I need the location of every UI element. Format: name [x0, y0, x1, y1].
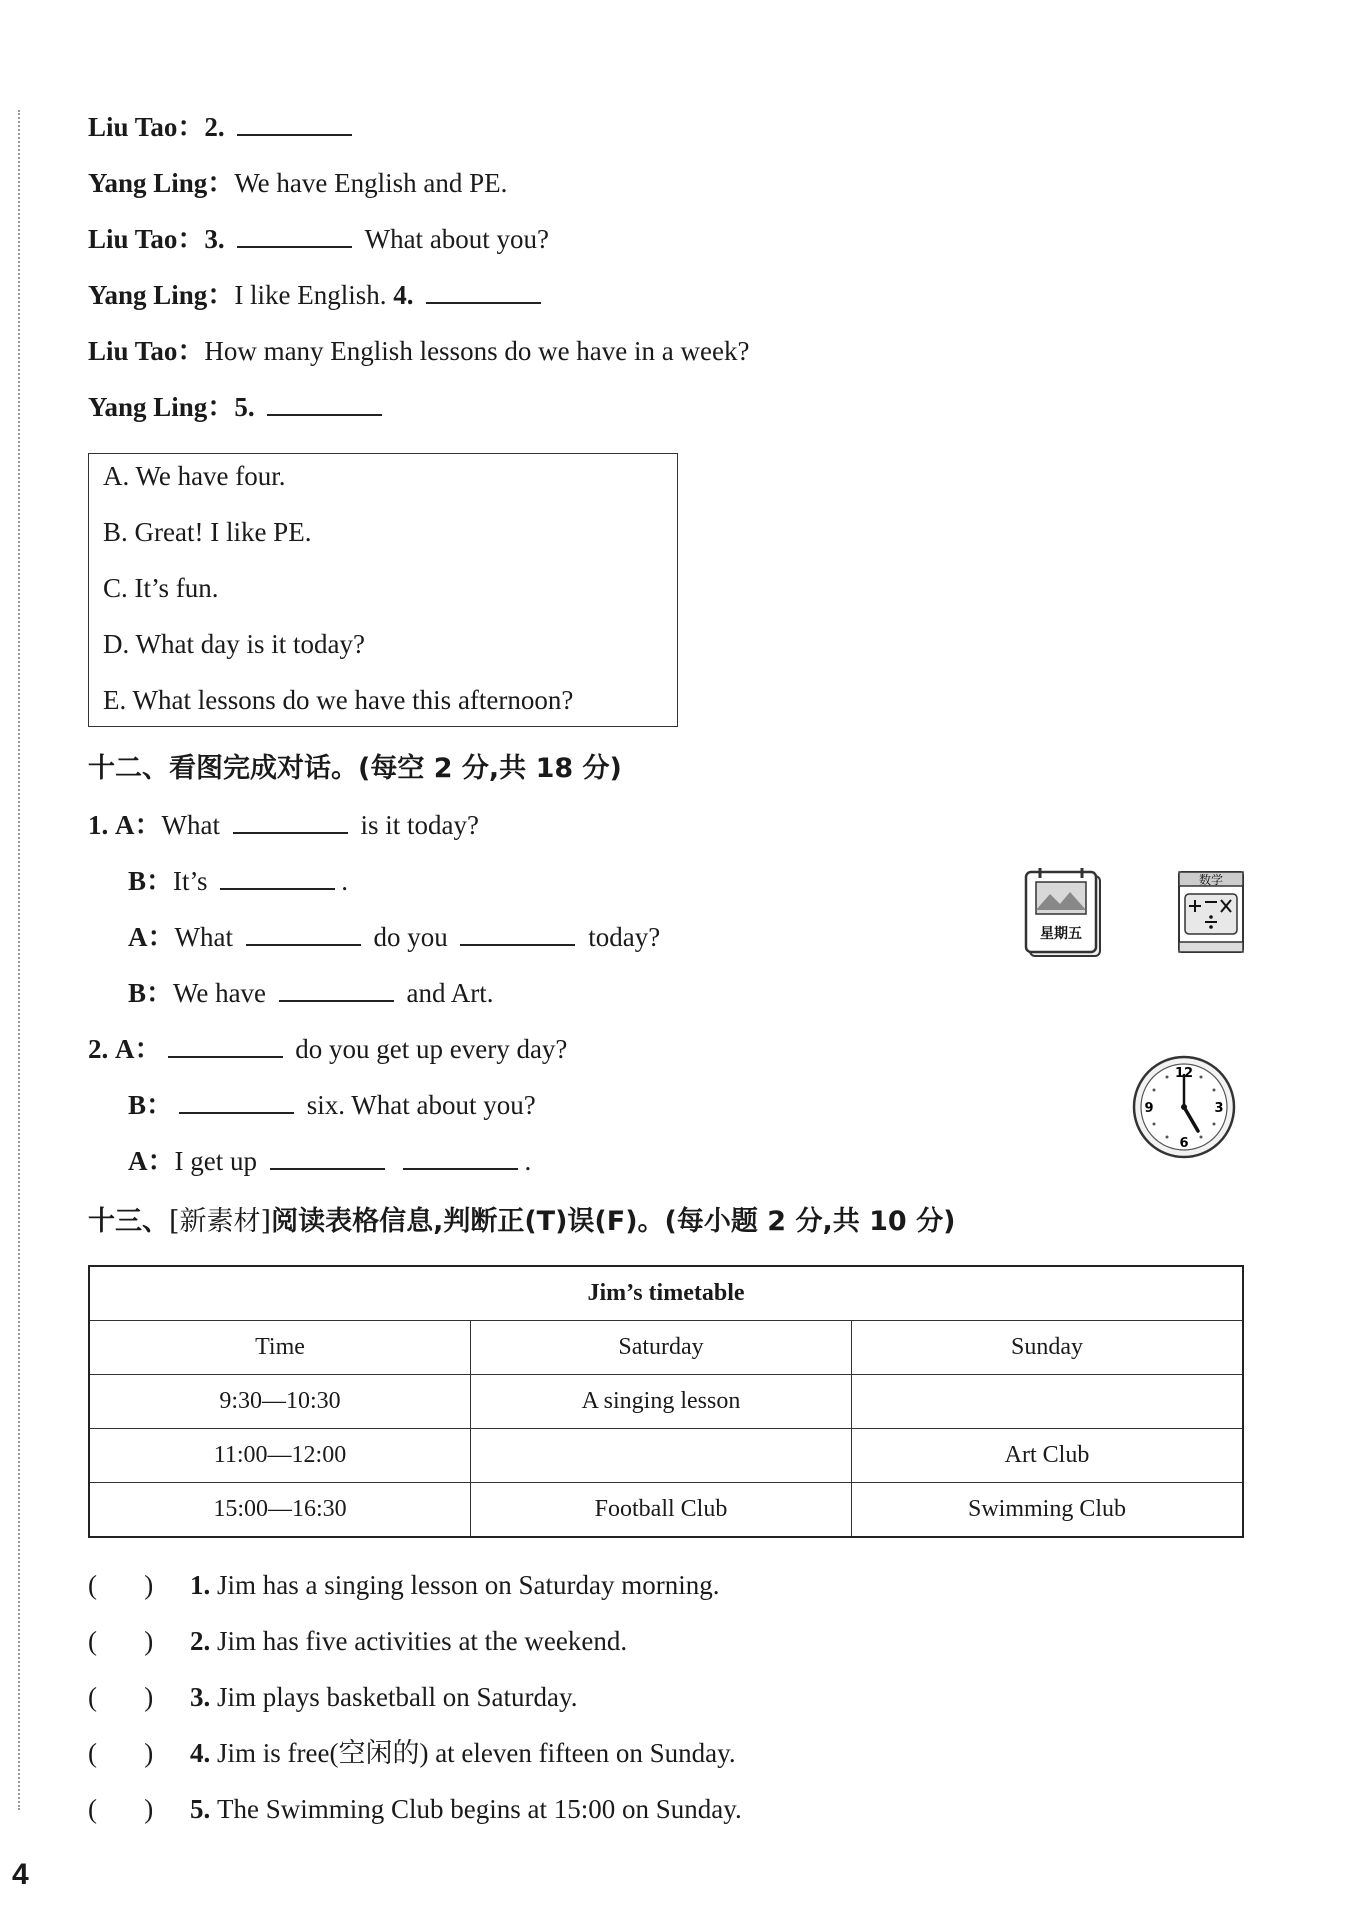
- dialogue-line: [88, 334, 749, 368]
- statement-text: The Swimming Club begins at 15:00 on Sunday.: [217, 1794, 742, 1824]
- question-number: 2.: [204, 112, 225, 142]
- tf-statement: [88, 1736, 736, 1770]
- statement-text: Jim plays basketball on Saturday.: [217, 1682, 578, 1712]
- q1-line-3: [128, 920, 660, 954]
- clock-icon: [1130, 1053, 1238, 1161]
- question-number: 5.: [234, 392, 255, 422]
- clock-numeral: 3: [1214, 1101, 1224, 1116]
- column-header: Sunday: [852, 1321, 1244, 1375]
- line-text: What about you?: [364, 224, 550, 254]
- tf-statement: [88, 1680, 577, 1714]
- line-text: We have: [173, 978, 267, 1008]
- line-text: is it today?: [360, 810, 479, 840]
- dialogue-line: [88, 278, 547, 312]
- table-cell: 11:00—12:00: [89, 1429, 471, 1483]
- answer-parentheses[interactable]: ( ): [88, 1682, 154, 1712]
- dialogue-line: [88, 222, 549, 256]
- answer-parentheses[interactable]: ( ): [88, 1570, 154, 1600]
- speaker: B：: [128, 866, 174, 896]
- q1-line-1: [88, 808, 479, 842]
- answer-blank[interactable]: [460, 920, 575, 946]
- tf-statement: [88, 1792, 742, 1826]
- line-text: six. What about you?: [306, 1090, 536, 1120]
- line-text: today?: [588, 922, 661, 952]
- dialogue-line: [88, 166, 507, 200]
- answer-blank[interactable]: [237, 110, 352, 136]
- line-text: do you get up every day?: [295, 1034, 568, 1064]
- answer-blank[interactable]: [220, 864, 335, 890]
- answer-parentheses[interactable]: ( ): [88, 1794, 154, 1824]
- line-text: .: [524, 1146, 532, 1176]
- question-number: 3.: [190, 1682, 211, 1712]
- q1-line-2: [128, 864, 348, 898]
- speaker: Liu Tao：: [88, 224, 205, 254]
- question-number: 4.: [393, 280, 414, 310]
- q1-line-4: [128, 976, 494, 1010]
- question-number: 1.: [88, 810, 109, 840]
- answer-blank[interactable]: [233, 808, 348, 834]
- table-cell: Swimming Club: [852, 1483, 1244, 1538]
- timetable: [88, 1265, 1244, 1538]
- math-book-label: 数学: [1198, 873, 1224, 887]
- binding-margin: [18, 110, 20, 1810]
- column-header: Time: [89, 1321, 471, 1375]
- table-row: [89, 1483, 1243, 1538]
- speaker: B：: [128, 978, 174, 1008]
- line-text: We have English and PE.: [234, 168, 508, 198]
- line-text: It’s: [173, 866, 208, 896]
- question-number: 1.: [190, 1570, 211, 1600]
- question-number: 2.: [190, 1626, 211, 1656]
- answer-blank[interactable]: [270, 1144, 385, 1170]
- statement-text: Jim has five activities at the weekend.: [217, 1626, 628, 1656]
- answer-parentheses[interactable]: ( ): [88, 1626, 154, 1656]
- speaker: Yang Ling：: [88, 392, 235, 422]
- table-cell: 15:00—16:30: [89, 1483, 471, 1538]
- speaker: A：: [128, 1146, 175, 1176]
- line-text: How many English lessons do we have in a week?: [204, 336, 750, 366]
- section-number: 十三、: [88, 1206, 169, 1237]
- section-13-heading: [88, 1205, 955, 1239]
- answer-blank[interactable]: [403, 1144, 518, 1170]
- line-text: and Art.: [406, 978, 494, 1008]
- table-row: [89, 1375, 1243, 1429]
- question-number: 2.: [88, 1034, 109, 1064]
- table-cell: A singing lesson: [471, 1375, 852, 1429]
- answer-blank[interactable]: [426, 278, 541, 304]
- calendar-icon: [1022, 866, 1108, 958]
- statement-text: Jim has a singing lesson on Saturday morning.: [217, 1570, 720, 1600]
- q2-line-1: [88, 1032, 567, 1066]
- speaker: Yang Ling：: [88, 280, 235, 310]
- answer-blank[interactable]: [179, 1088, 294, 1114]
- speaker: B：: [128, 1090, 174, 1120]
- answer-blank[interactable]: [168, 1032, 283, 1058]
- section-12-heading: 十二、看图完成对话。(每空 2 分,共 18 分): [88, 753, 622, 784]
- line-text: .: [341, 866, 349, 896]
- option-item: C. It’s fun.: [103, 573, 219, 603]
- calendar-label: 星期五: [1040, 926, 1082, 942]
- question-number: 3.: [204, 224, 225, 254]
- answer-blank[interactable]: [267, 390, 382, 416]
- table-row: [89, 1429, 1243, 1483]
- line-text: I like English.: [234, 280, 387, 310]
- speaker: Yang Ling：: [88, 168, 235, 198]
- option-item: B. Great! I like PE.: [103, 517, 312, 547]
- answer-blank[interactable]: [246, 920, 361, 946]
- question-number: 4.: [190, 1738, 211, 1768]
- dialogue-line: [88, 390, 388, 424]
- clock-numeral: 9: [1144, 1101, 1154, 1116]
- math-book-icon: [1175, 866, 1247, 954]
- table-cell: 9:30—10:30: [89, 1375, 471, 1429]
- clock-numeral: 6: [1179, 1136, 1189, 1151]
- line-text: What: [174, 922, 233, 952]
- new-material-tag: [新素材]: [169, 1206, 272, 1237]
- line-text: What: [161, 810, 220, 840]
- option-item: A. We have four.: [103, 461, 286, 491]
- option-item: D. What day is it today?: [103, 629, 365, 659]
- speaker: Liu Tao：: [88, 112, 205, 142]
- table-cell: Football Club: [471, 1483, 852, 1538]
- statement-text: Jim is free(空闲的) at eleven fifteen on Sunday.: [217, 1738, 736, 1768]
- answer-parentheses[interactable]: ( ): [88, 1738, 154, 1768]
- q2-line-3: [128, 1144, 531, 1178]
- speaker: A：: [115, 810, 162, 840]
- tf-statement: [88, 1624, 627, 1658]
- answer-blank[interactable]: [237, 222, 352, 248]
- column-header: Saturday: [471, 1321, 852, 1375]
- speaker: A：: [115, 1034, 162, 1064]
- table-cell: Art Club: [852, 1429, 1244, 1483]
- answer-blank[interactable]: [279, 976, 394, 1002]
- dialogue-line: [88, 110, 358, 144]
- line-text: do you: [373, 922, 448, 952]
- speaker: Liu Tao：: [88, 336, 205, 366]
- section-instruction: 阅读表格信息,判断正(T)误(F)。(每小题 2 分,共 10 分): [271, 1206, 956, 1237]
- tf-statement: [88, 1568, 719, 1602]
- timetable-title: Jim’s timetable: [89, 1266, 1243, 1321]
- options-box: [88, 453, 678, 727]
- clock-numeral: 12: [1174, 1066, 1194, 1081]
- question-number: 5.: [190, 1794, 211, 1824]
- q2-line-2: [128, 1088, 536, 1122]
- table-cell: [471, 1429, 852, 1483]
- line-text: I get up: [174, 1146, 257, 1176]
- page-number: 4: [12, 1858, 29, 1891]
- speaker: A：: [128, 922, 175, 952]
- option-item: E. What lessons do we have this afternoon?: [103, 685, 574, 715]
- table-cell: [852, 1375, 1244, 1429]
